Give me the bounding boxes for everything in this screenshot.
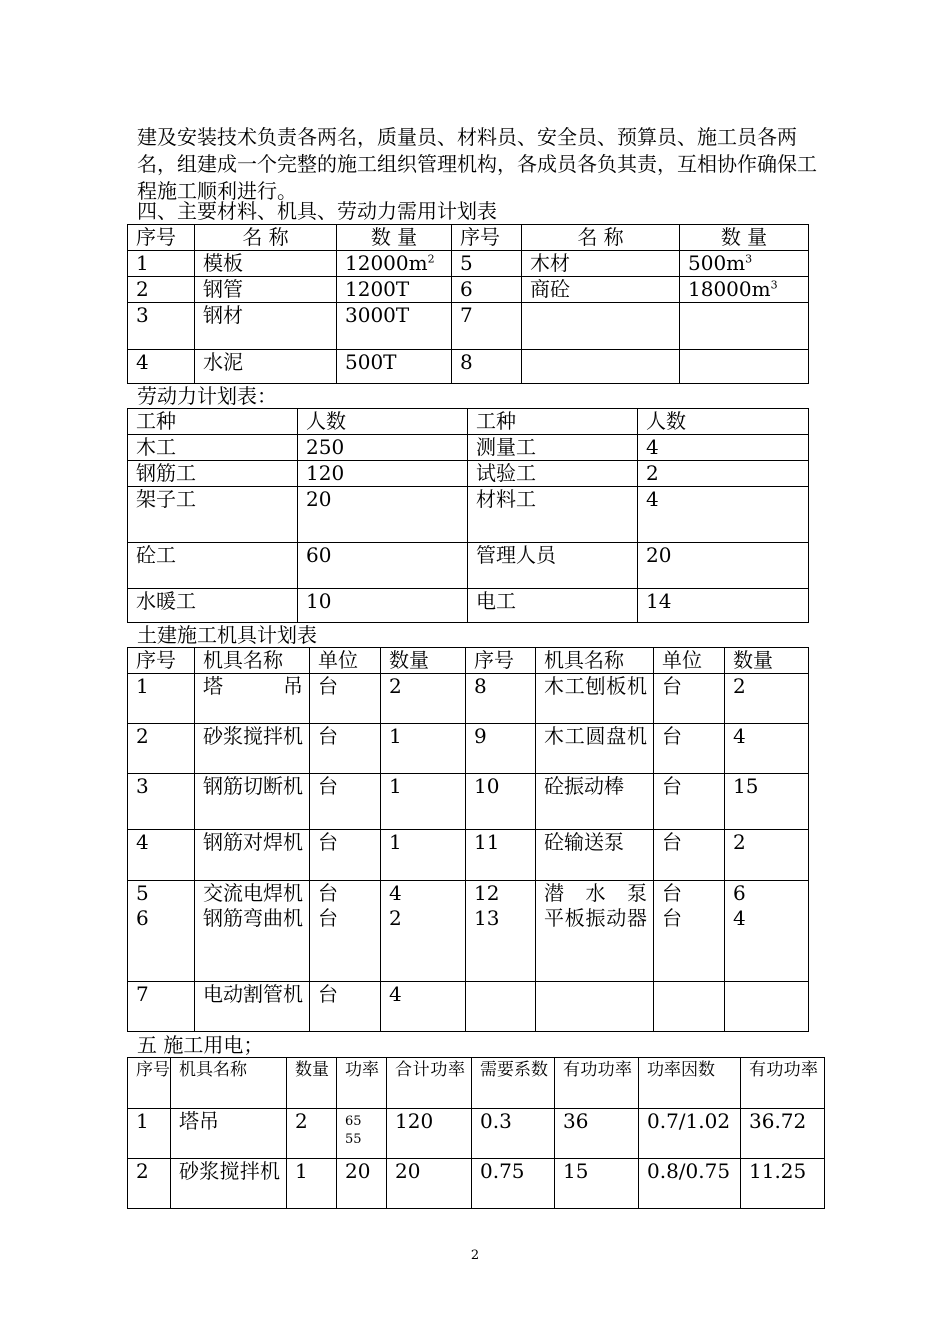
table-cell: 2 [725,830,809,881]
table-cell [337,1109,387,1159]
row-number: 13 [474,906,500,930]
power-header-row [128,1058,825,1109]
table-cell: 管理人员 [468,543,638,589]
table-cell: 台 [310,674,381,724]
header-cell: 序号 [466,648,536,674]
table-row [128,303,809,350]
superscript: 3 [770,278,778,292]
table-cell: 电工 [468,589,638,623]
table-cell: 台 [654,724,725,774]
table-cell [725,881,809,982]
machine-name: 潜水泵 [544,881,647,905]
table-cell: 试验工 [468,461,638,487]
table-cell: 木材 [522,251,680,277]
table-row [128,350,809,384]
header-cell: 序号 [128,1058,171,1109]
table-cell: 0.8/0.75 [639,1159,741,1209]
table-cell: 20 [387,1159,472,1209]
table-cell: 3 [128,774,195,830]
header-cell: 功率因数 [639,1058,741,1109]
table-cell [466,881,536,982]
table-row [128,461,809,487]
table-cell [536,982,654,1032]
table-cell: 塔吊 [195,674,310,724]
table-cell [310,881,381,982]
table-cell: 7 [452,303,522,350]
table-cell: 台 [310,830,381,881]
table-cell: 砂浆搅拌机 [195,724,310,774]
table-cell [680,277,809,303]
table-cell: 7 [128,982,195,1032]
unit: 台 [662,906,682,930]
header-cell: 数量 [381,648,466,674]
table-cell: 120 [387,1109,472,1159]
header-cell: 数 量 [680,225,809,251]
table-cell: 60 [298,543,468,589]
table-cell [381,881,466,982]
table-cell: 2 [128,724,195,774]
table-cell [522,350,680,384]
header-cell: 工种 [128,409,298,435]
table-row [128,1159,825,1209]
table-cell: 14 [638,589,809,623]
table-cell: 钢筋对焊机 [195,830,310,881]
table-cell: 20 [298,487,468,543]
table-cell [725,982,809,1032]
table-cell: 0.7/1.02 [639,1109,741,1159]
table-cell: 钢材 [195,303,337,350]
superscript: 2 [427,252,435,266]
table-cell: 1 [381,830,466,881]
header-cell: 机具名称 [195,648,310,674]
table-cell: 木工 [128,435,298,461]
table-cell: 11 [466,830,536,881]
machines-table [127,647,809,1032]
table-cell: 1 [381,774,466,830]
table-cell: 250 [298,435,468,461]
header-cell: 名 称 [522,225,680,251]
table-cell [680,251,809,277]
materials-header-row [128,225,809,251]
header-cell: 人数 [638,409,809,435]
table-cell [195,881,310,982]
table-cell: 电动割管机 [195,982,310,1032]
table-cell: 4 [128,350,195,384]
table-cell: 2 [128,277,195,303]
table-cell: 塔吊 [171,1109,287,1159]
table-cell: 1200T [337,277,452,303]
table-row [128,251,809,277]
table-cell: 台 [310,774,381,830]
header-cell: 数量 [725,648,809,674]
machine-name: 交流电焊机 [203,881,303,905]
table-cell: 水暖工 [128,589,298,623]
table-cell: 2 [638,461,809,487]
table-cell: 台 [310,982,381,1032]
table-cell: 10 [466,774,536,830]
table-cell [654,881,725,982]
table-cell: 6 [452,277,522,303]
labor-title: 劳动力计划表： [137,384,277,408]
table-cell [466,982,536,1032]
table-cell: 2 [128,1159,171,1209]
table-row [128,1109,825,1159]
header-cell: 有功功率 [555,1058,639,1109]
table-cell: 36 [555,1109,639,1159]
table-cell: 1 [128,251,195,277]
table-cell: 4 [725,724,809,774]
table-cell: 2 [725,674,809,724]
quantity: 6 [733,881,746,905]
table-cell: 11.25 [741,1159,825,1209]
header-cell: 合计功率 [387,1058,472,1109]
table-cell: 架子工 [128,487,298,543]
table-cell: 台 [310,724,381,774]
header-cell: 单位 [310,648,381,674]
table-row [128,435,809,461]
table-cell: 砼振动棒 [536,774,654,830]
header-cell: 单位 [654,648,725,674]
table-cell [680,350,809,384]
table-cell: 砼输送泵 [536,830,654,881]
power-table [127,1057,825,1209]
quantity-value: 12000m [345,251,428,275]
power-value: 65 [345,1114,362,1129]
table-row [128,830,809,881]
table-cell [654,982,725,1032]
header-cell: 人数 [298,409,468,435]
table-cell: 0.75 [472,1159,555,1209]
header-cell: 功率 [337,1058,387,1109]
table-cell: 0.3 [472,1109,555,1159]
header-cell: 需要系数 [472,1058,555,1109]
table-cell: 20 [638,543,809,589]
table-cell: 20 [337,1159,387,1209]
table-cell: 1 [128,674,195,724]
table-cell: 1 [287,1159,337,1209]
quantity: 4 [389,881,402,905]
header-cell: 机具名称 [171,1058,287,1109]
table-cell: 2 [287,1109,337,1159]
machines-title: 土建施工机具计划表 [137,623,317,647]
table-cell: 木工圆盘机 [536,724,654,774]
labor-table [127,408,809,623]
machine-name: 钢筋弯曲机 [203,906,303,930]
table-cell: 1 [128,1109,171,1159]
table-cell: 15 [555,1159,639,1209]
labor-header-row [128,409,809,435]
table-row [128,543,809,589]
table-cell: 3 [128,303,195,350]
table-cell: 4 [638,487,809,543]
superscript: 3 [745,252,753,266]
table-cell: 钢筋切断机 [195,774,310,830]
table-cell [337,251,452,277]
table-row [128,589,809,623]
machines-header-row [128,648,809,674]
table-cell: 台 [654,674,725,724]
unit: 台 [318,881,338,905]
table-row [128,277,809,303]
power-value: 55 [345,1132,362,1147]
table-cell: 材料工 [468,487,638,543]
table-cell: 4 [638,435,809,461]
materials-table [127,224,809,384]
table-cell: 模板 [195,251,337,277]
table-cell [522,303,680,350]
header-cell: 序号 [128,225,195,251]
table-cell: 2 [381,674,466,724]
table-row [128,724,809,774]
table-cell: 15 [725,774,809,830]
table-cell: 8 [452,350,522,384]
header-cell: 机具名称 [536,648,654,674]
table-cell: 500T [337,350,452,384]
power-title: 五 施工用电； [137,1033,264,1057]
quantity-value: 500m [688,251,746,275]
header-cell: 序号 [452,225,522,251]
table-cell: 商砼 [522,277,680,303]
table-row [128,674,809,724]
table-cell: 水泥 [195,350,337,384]
table-cell: 台 [654,830,725,881]
table-cell: 120 [298,461,468,487]
table-cell [680,303,809,350]
table-cell [128,881,195,982]
table-cell: 钢管 [195,277,337,303]
table-cell: 砼工 [128,543,298,589]
table-cell: 36.72 [741,1109,825,1159]
header-cell: 序号 [128,648,195,674]
header-cell: 数 量 [337,225,452,251]
row-number: 6 [136,906,149,930]
table-cell: 8 [466,674,536,724]
table-cell: 测量工 [468,435,638,461]
table-row [128,487,809,543]
table-cell: 3000T [337,303,452,350]
row-number: 12 [474,881,500,905]
header-cell: 名 称 [195,225,337,251]
row-number: 5 [136,881,149,905]
table-cell: 台 [654,774,725,830]
table-cell: 4 [128,830,195,881]
machine-name: 平板振动器 [544,906,647,930]
table-row [128,982,809,1032]
table-row [128,774,809,830]
table-cell: 木工刨板机 [536,674,654,724]
table-cell: 4 [381,982,466,1032]
header-cell: 工种 [468,409,638,435]
header-cell: 有功功率 [741,1058,825,1109]
quantity-value: 18000m [688,277,771,301]
table-cell: 10 [298,589,468,623]
unit: 台 [318,906,338,930]
table-cell: 钢筋工 [128,461,298,487]
quantity: 2 [389,906,402,930]
table-cell: 9 [466,724,536,774]
table-cell: 砂浆搅拌机 [171,1159,287,1209]
table-cell: 1 [381,724,466,774]
intro-paragraph: 建及安装技术负责各两名，质量员、材料员、安全员、预算员、施工员各两名，组建成一个完整的施工组织管理机构，各成员各负其责，互相协作确保工程施工顺利进行。 [137,125,817,203]
quantity: 4 [733,906,746,930]
page-number: 2 [470,1248,480,1263]
table-cell: 5 [452,251,522,277]
header-cell: 数量 [287,1058,337,1109]
unit: 台 [662,881,682,905]
table-cell [536,881,654,982]
section4-title: 四、主要材料、机具、劳动力需用计划表 [137,199,497,223]
table-row [128,881,809,982]
